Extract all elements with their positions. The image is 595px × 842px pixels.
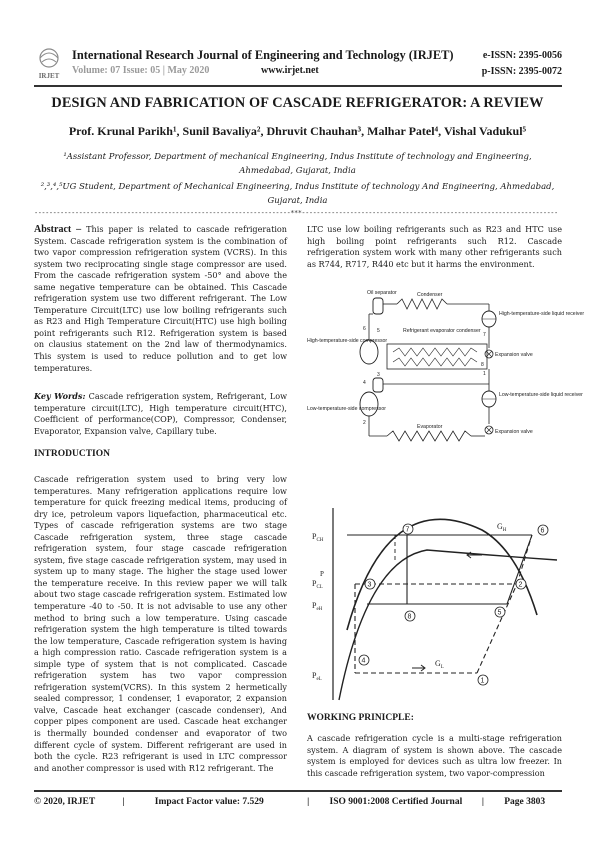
svg-text:High-temperature-side compress: High-temperature-side compressor <box>307 338 388 344</box>
journal-website[interactable]: www.irjet.net <box>261 65 319 76</box>
footer-page-number: Page 3803 <box>504 797 546 807</box>
right-column-text: LTC use low boiling refrigerants such as R23 and HTC use high boiling point refrigerants such R12. Cascade refrigeration system work with many other refrigerants such as R744, R717, R440 etc but it harms the environment. <box>307 224 562 269</box>
low-stage-dome <box>339 550 557 700</box>
footer-separator: | <box>481 797 484 807</box>
svg-text:Low-temperature-side liquid re: Low-temperature-side liquid receiver <box>499 392 583 398</box>
pressure-enthalpy-diagram <box>307 500 565 703</box>
svg-text:8: 8 <box>481 362 484 368</box>
svg-text:5: 5 <box>497 609 502 617</box>
svg-text:1: 1 <box>480 677 485 685</box>
footer-separator: | <box>122 797 125 807</box>
keywords-label: Key Words: <box>34 391 86 401</box>
introduction-heading: INTRODUCTION <box>34 449 111 459</box>
lts-compressor <box>360 392 378 416</box>
footer-copyright: © 2020, IRJET <box>34 797 96 807</box>
abstract <box>34 224 287 374</box>
oil-separator-2 <box>373 378 383 392</box>
svg-text:1: 1 <box>483 371 486 377</box>
working-principle-text: A cascade refrigeration cycle is a multi-stage refrigeration system. A diagram of system is shown above. The cascade system is employed for devices such as ultra low freezer. In this cascade refrigeration system, two vapor-compression <box>307 733 562 778</box>
irjet-logo <box>34 46 64 80</box>
footer-rule <box>34 790 562 792</box>
keywords-text: Cascade refrigeration system, Refrigerant, Low temperature circuit(LTC), High temperature circuit(HTC), Coefficient of performance(COP), Compressor, Condenser, Evaporator, Expansion valve, Capillary tube. <box>34 391 288 436</box>
oil-separator <box>373 298 383 314</box>
svg-text:Evaporator: Evaporator <box>417 424 443 430</box>
svg-text:GH: $G_H$ <box>497 522 507 533</box>
footer-impact-factor: Impact Factor value: 7.529 <box>154 797 264 807</box>
svg-text:P: P <box>320 570 324 578</box>
svg-text:Low-temperature-side compresso: Low-temperature-side compressor <box>307 406 386 412</box>
svg-text:2: 2 <box>363 420 366 426</box>
keywords <box>34 391 287 437</box>
svg-text:7: 7 <box>405 526 410 534</box>
svg-text:PCH: $P_{CH}$ <box>312 532 324 543</box>
hs-compression <box>507 535 532 604</box>
svg-text:Refrigerant evaporator condens: Refrigerant evaporator condenser <box>403 328 481 334</box>
journal-header <box>34 44 562 84</box>
footer-iso: ISO 9001:2008 Certified Journal <box>329 797 463 807</box>
introduction-text: Cascade refrigeration system used to bring very low temperatures. Many refrigeration applications require low temperature for quick freezing medical items, producing of dry ice, petroleum vapors liquefaction, pharmaceutical etc. Types of cascade refrigeration systems are two stage Cascade refrigeration system, three stage cascade refrigeration system, four stage cascade refrigeration system, five stage cascade refrigeration system, may used in system up to many stage. The higher the stage used lower the temperature receive. In this review paper we will talk about two stage cascade refrigeration system. Estimated low temperature -40 to -50. It is not advisable to use any other method to bring such a low temperature. Using cascade refrigeration system the high temperature is tilted towards the low temperature, Cascade refrigeration system is having a high compression ratio. Cascade refrigeration system is a simple type of system that is not complicated. Cascade refrigeration system has two vapor compression refrigeration system(VCRS). In this system 2 hermetically sealed compressor, 1 condenser, 1 evaporator, 2 expansion valve, Cascade heat exchanger (cascade condenser), And copper pipes component are used. Cascade heat exchanger is thermally bounded condenser and evaporator of two different cycle of system. Different refrigerant are used in both the cycle. R23 refrigerant is used in LTC compressor and another compressor is used with R12 refrigerant. The <box>34 474 287 773</box>
e-issn: e-ISSN: 2395-0056 <box>482 50 562 61</box>
svg-text:Expansion valve: Expansion valve <box>495 352 533 358</box>
svg-text:PeL: $P_{eL}$ <box>312 671 322 682</box>
evaporator-coil <box>387 431 471 441</box>
svg-text:Expansion valve: Expansion valve <box>495 429 533 435</box>
cascade-system-schematic <box>307 284 585 451</box>
affiliation-2: ²,³,⁴,⁵UG Student, Department of Mechanical Engineering, Indus Institute of technology And Engineering, Ahmedabad, Gujarat, India <box>40 182 555 206</box>
high-stage-dome <box>347 519 537 630</box>
evaporator-condenser <box>387 344 487 369</box>
affiliation-1: ¹Assistant Professor, Department of mechanical Engineering, Indus Institute of technology and Engineering, Ahmedabad, Gujarat, India <box>63 152 532 176</box>
svg-text:High-temperature-side liquid r: High-temperature-side liquid receiver <box>499 311 585 317</box>
section-separator: ---------------------------------------------------------------------***--------------------------------------------------------------------- <box>34 209 558 217</box>
paper-authors: Prof. Krunal Parikh¹, Sunil Bavaliya², Dhruvit Chauhan³, Malhar Patel⁴, Vishal Vadukul⁵ <box>68 124 527 138</box>
svg-text:8: 8 <box>407 613 412 621</box>
svg-text:PCL: $P_{CL}$ <box>312 579 323 590</box>
svg-text:4: 4 <box>363 380 366 386</box>
svg-text:IRJET: IRJET <box>38 72 60 80</box>
paper-title: DESIGN AND FABRICATION OF CASCADE REFRIGERATOR: A REVIEW <box>51 95 544 111</box>
footer-separator: | <box>307 797 310 807</box>
condenser-coil <box>397 299 447 309</box>
svg-text:PeH: $P_{eH}$ <box>312 601 323 612</box>
volume-issue: Volume: 07 Issue: 05 | May 2020 <box>72 65 210 76</box>
page-footer <box>34 797 562 807</box>
svg-text:6: 6 <box>363 326 366 332</box>
svg-text:4: 4 <box>361 657 366 665</box>
working-principle-heading: WORKING PRINICPLE: <box>307 713 414 723</box>
svg-text:5: 5 <box>377 328 380 334</box>
ls-compression <box>477 584 517 673</box>
svg-text:3: 3 <box>377 372 380 378</box>
abstract-label: Abstract – <box>34 224 82 235</box>
svg-text:7: 7 <box>483 332 486 338</box>
abstract-text: This paper is related to cascade refrigeration System. Cascade refrigeration system is the combination of two vapor compression refrigeration system (VCRS). In this system two reciprocating single stage compressor are used. From the cascade refrigeration system -50° and above the same negative temperature can be obtained. This Cascade refrigeration system use two different refrigerant. The Low Temperature Circuit(LTC) use low boiling refrigerants such as R23 and High Temperature Circuit(HTC) use high boiling point refrigerants such R12. Refrigeration system is based on clausius statement on the 2nd law of thermodynamics. This system is used to reduce pollution and to get low temperatures. <box>34 224 287 373</box>
svg-text:Oil separator: Oil separator <box>367 290 397 296</box>
svg-text:3: 3 <box>367 581 372 589</box>
svg-text:2: 2 <box>518 581 523 589</box>
header-rule <box>34 85 562 87</box>
journal-name: International Research Journal of Engineering and Technology (IRJET) <box>72 48 454 62</box>
svg-text:GL: $G_L$ <box>435 659 444 670</box>
svg-text:6: 6 <box>540 527 545 535</box>
p-issn: p-ISSN: 2395-0072 <box>481 66 562 77</box>
svg-text:Condenser: Condenser <box>417 292 443 298</box>
